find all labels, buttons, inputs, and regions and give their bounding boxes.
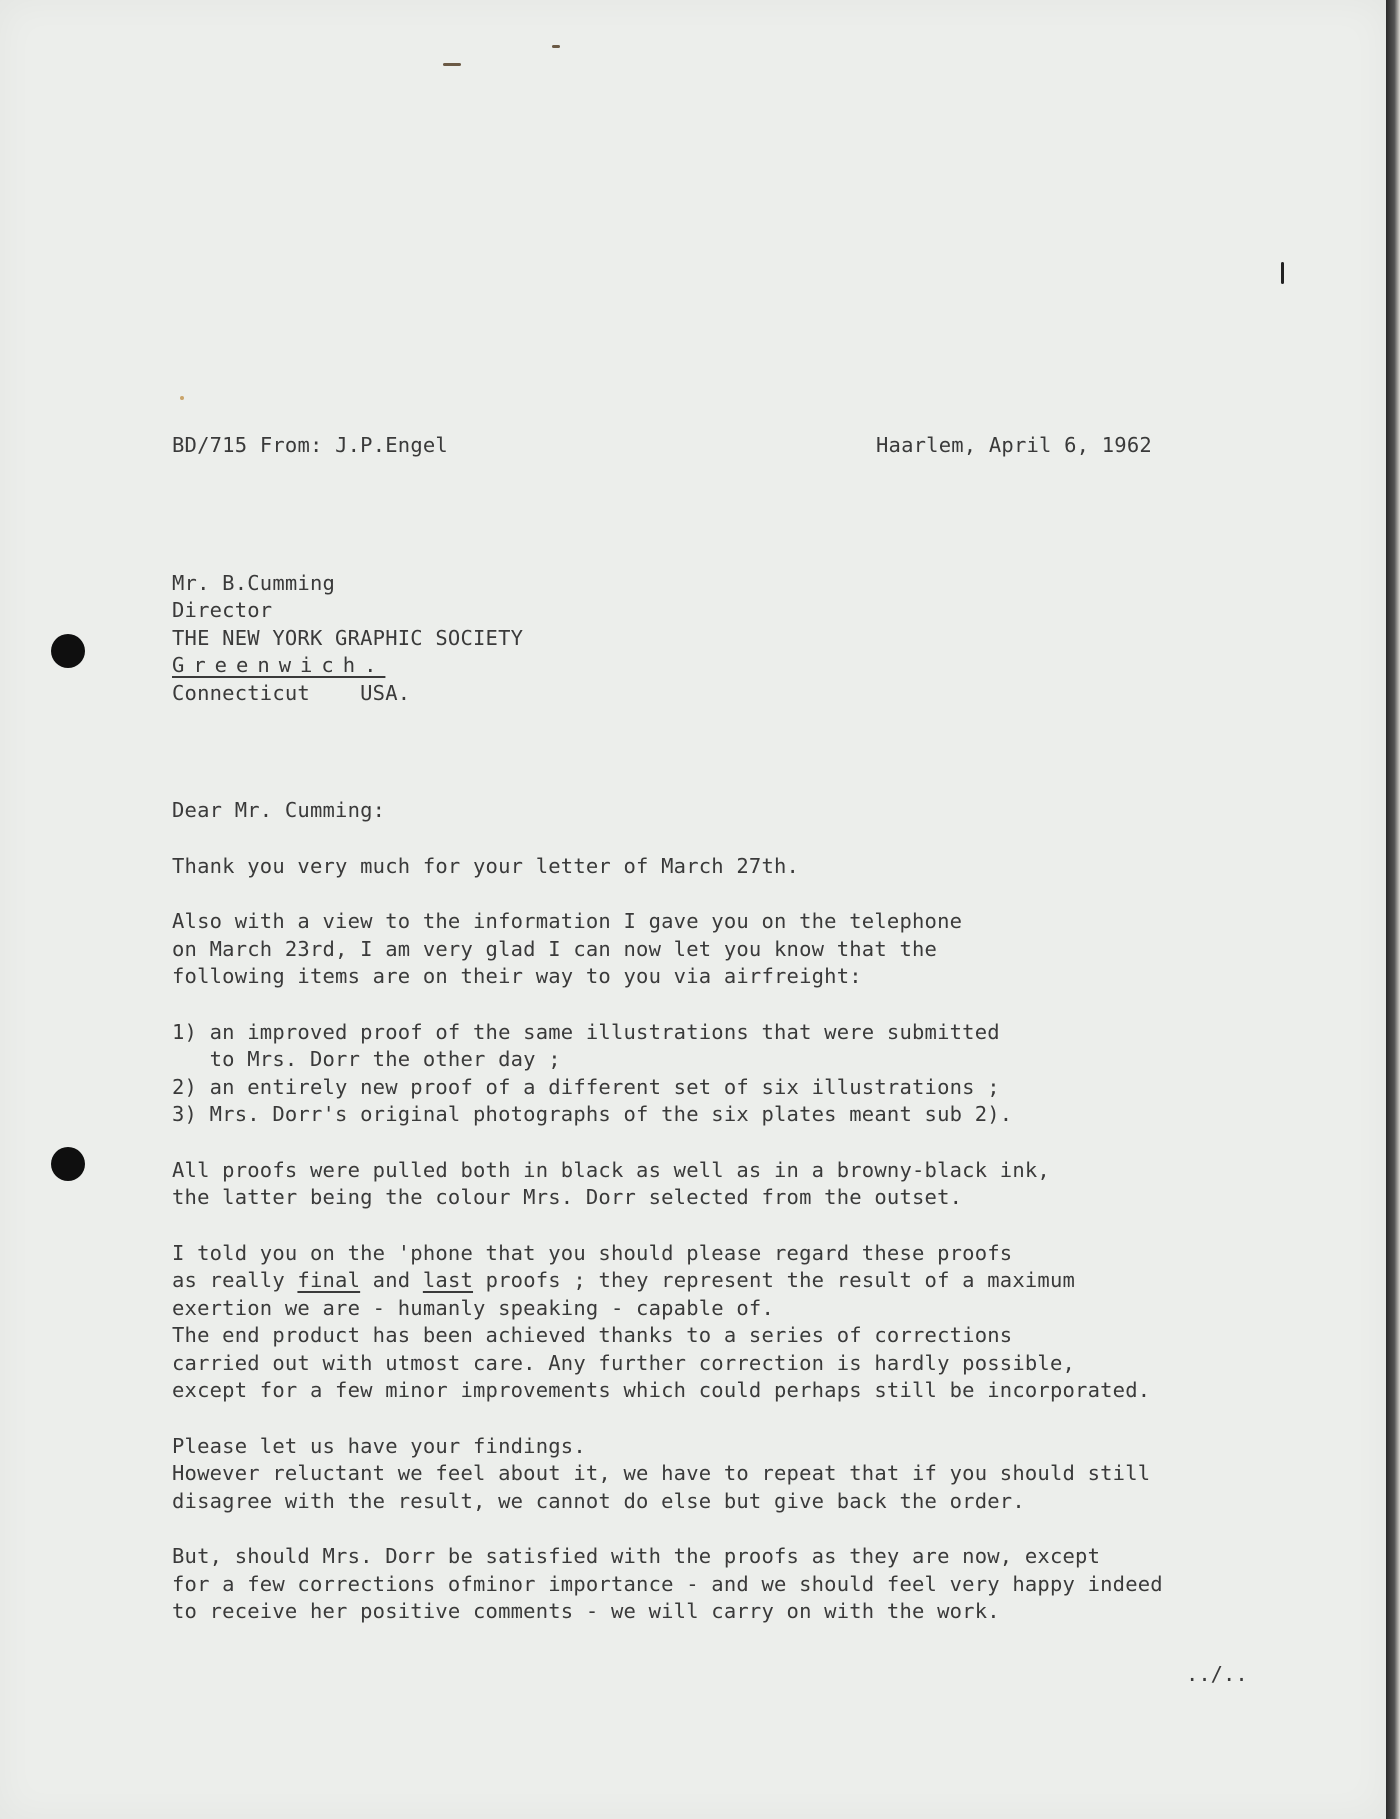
- continuation-mark: ../..: [1186, 1662, 1248, 1686]
- recipient-organization: THE NEW YORK GRAPHIC SOCIETY: [172, 625, 524, 650]
- sender: From: J.P.Engel: [259, 433, 448, 457]
- recipient-title: Director: [172, 598, 273, 622]
- punch-hole-bottom: [51, 1147, 85, 1181]
- text-line: Also with a view to the information I gave you on the telephone: [172, 909, 963, 933]
- text-line: Please let us have your findings.: [172, 1433, 586, 1458]
- paper-speck: [1281, 262, 1284, 284]
- text-line: as really final and last proofs ; they represent the result of a maximum: [172, 1268, 1076, 1292]
- paragraph-1: Thank you very much for your letter of March 27th.: [172, 853, 800, 878]
- text-line: But, should Mrs. Dorr be satisfied with the proofs as they are now, except: [172, 1544, 1101, 1568]
- paper-speck: [180, 396, 184, 400]
- text-line: carried out with utmost care. Any further correction is hardly possible,: [172, 1350, 1076, 1375]
- paragraph-5: [172, 1433, 1282, 1516]
- item-list: [172, 1019, 1282, 1129]
- paper-speck: [552, 45, 560, 48]
- paragraph-2: [172, 908, 1282, 991]
- text-line: However reluctant we feel about it, we have to repeat that if you should still: [172, 1461, 1151, 1485]
- scan-edge: [1386, 0, 1400, 1819]
- punch-hole-top: [51, 634, 85, 668]
- text-line: following items are on their way to you via airfreight:: [172, 964, 862, 988]
- reference-number: BD/715: [172, 433, 248, 457]
- text-line: The end product has been achieved thanks to a series of corrections: [172, 1323, 1013, 1347]
- text-line: All proofs were pulled both in black as well as in a browny-black ink,: [172, 1157, 1050, 1182]
- letter-heading: [172, 432, 1282, 460]
- list-item: 2) an entirely new proof of a different set of six illustrations ;: [172, 1074, 1000, 1099]
- recipient-city: Greenwich.: [172, 653, 386, 677]
- letter-body: [172, 432, 1282, 1626]
- text-line: the latter being the colour Mrs. Dorr selected from the outset.: [172, 1185, 963, 1209]
- text-line: except for a few minor improvements which could perhaps still be incorporated.: [172, 1378, 1151, 1402]
- recipient-name: Mr. B.Cumming: [172, 570, 336, 595]
- list-item: 3) Mrs. Dorr's original photographs of the six plates meant sub 2).: [172, 1102, 1013, 1126]
- paragraph-3: [172, 1157, 1282, 1212]
- paragraph-6: [172, 1543, 1282, 1626]
- recipient-address: [172, 570, 1282, 708]
- text-line: disagree with the result, we cannot do else but give back the order.: [172, 1488, 1025, 1513]
- underlined-last: last: [422, 1268, 474, 1292]
- text-line: on March 23rd, I am very glad I can now let you know that the: [172, 936, 938, 961]
- place-date: Haarlem, April 6, 1962: [876, 433, 1152, 457]
- text-line: for a few corrections ofminor importance - and we should feel very happy indeed: [172, 1571, 1163, 1596]
- paper-speck: [443, 63, 461, 66]
- text-line: exertion we are - humanly speaking - capable of.: [172, 1295, 775, 1320]
- text-line: I told you on the 'phone that you should please regard these proofs: [172, 1240, 1013, 1265]
- underlined-final: final: [297, 1268, 361, 1292]
- list-item: to Mrs. Dorr the other day ;: [172, 1047, 561, 1071]
- paragraph-4: [172, 1240, 1282, 1405]
- list-item: 1) an improved proof of the same illustrations that were submitted: [172, 1019, 1000, 1044]
- salutation: Dear Mr. Cumming:: [172, 798, 386, 822]
- recipient-state: Connecticut USA.: [172, 680, 411, 705]
- text-line: to receive her positive comments - we will carry on with the work.: [172, 1599, 1000, 1623]
